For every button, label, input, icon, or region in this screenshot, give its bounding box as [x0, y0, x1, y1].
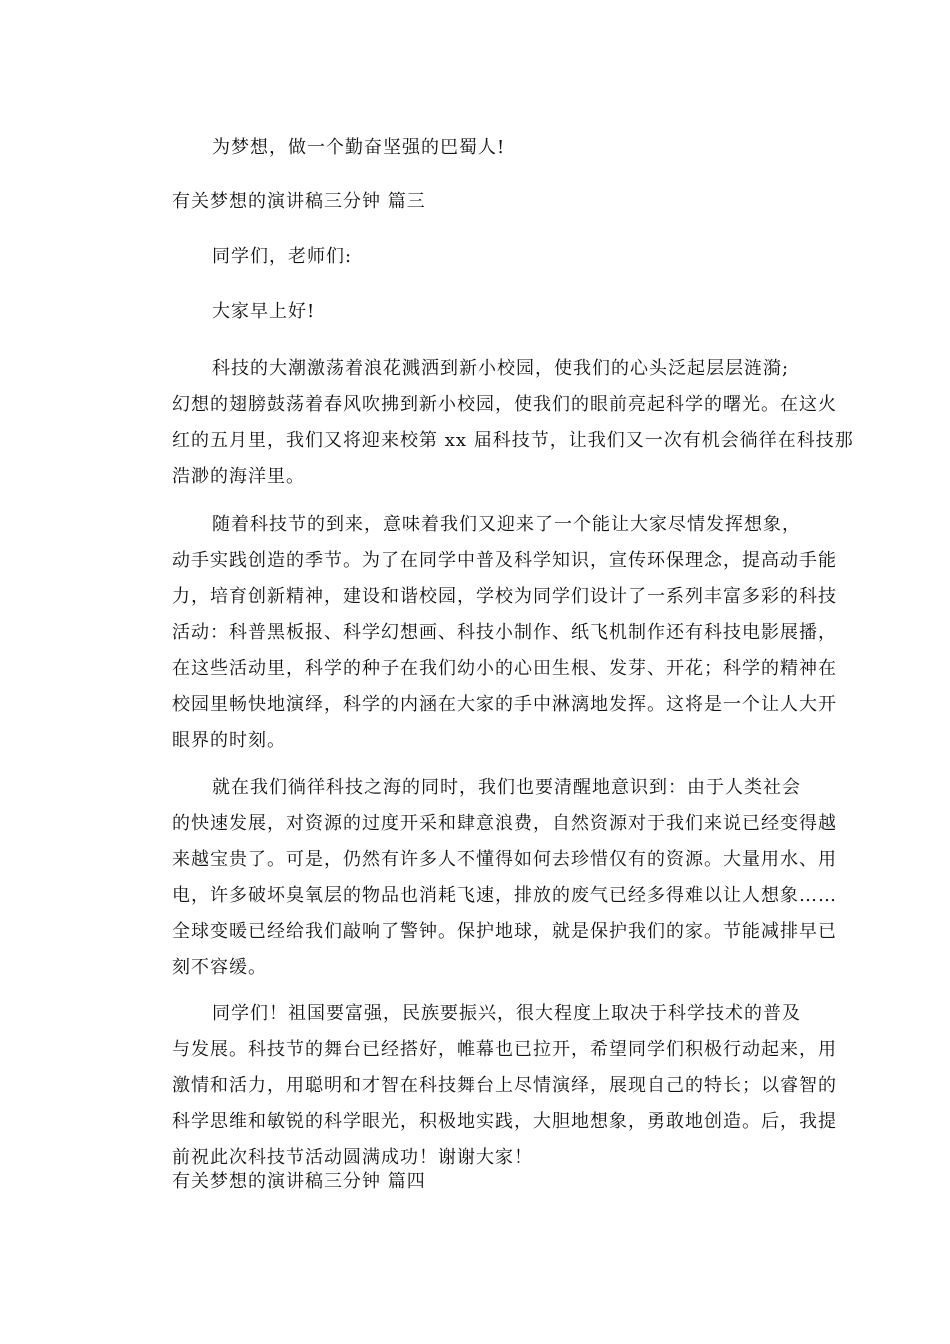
paragraph-line: 全球变暖已经给我们敲响了警钟。保护地球，就是保护我们的家。节能减排早已 — [172, 921, 837, 942]
paragraph-line: 红的五月里，我们又将迎来校第 xx 届科技节，让我们又一次有机会徜徉在科技那 — [172, 430, 854, 451]
paragraph-line: 与发展。科技节的舞台已经搭好，帷幕也已拉开，希望同学们积极行动起来，用 — [172, 1039, 837, 1060]
paragraph-line: 电，许多破坏臭氧层的物品也消耗飞速，排放的废气已经多得难以让人想象…… — [172, 885, 837, 906]
paragraph-line: 眼界的时刻。 — [172, 730, 286, 751]
paragraph-line: 来越宝贵了。可是，仍然有许多人不懂得如何去珍惜仅有的资源。大量用水、用 — [172, 849, 837, 870]
paragraph-line: 浩渺的海洋里。 — [172, 466, 305, 487]
section-title-3: 有关梦想的演讲稿三分钟 篇三 — [172, 191, 426, 212]
paragraph-line: 刻不容缓。 — [172, 957, 267, 978]
paragraph-line: 动手实践创造的季节。为了在同学中普及科学知识，宣传环保理念，提高动手能 — [172, 550, 837, 571]
paragraph-3 — [172, 770, 837, 986]
paragraph-line: 活动：科普黑板报、科学幻想画、科技小制作、纸飞机制作还有科技电影展播， — [172, 622, 837, 643]
paragraph-line: 在这些活动里，科学的种子在我们幼小的心田生根、发芽、开花；科学的精神在 — [172, 658, 837, 679]
paragraph-line: 校园里畅快地演绎，科学的内涵在大家的手中淋漓地发挥。这将是一个让人大开 — [172, 694, 837, 715]
paragraph-2 — [172, 507, 837, 759]
section-title-4: 有关梦想的演讲稿三分钟 篇四 — [172, 1171, 426, 1192]
paragraph-line: 激情和活力，用聪明和才智在科技舞台上尽情演绎，展现自己的特长；以睿智的 — [172, 1075, 837, 1096]
paragraph-line: 科技的大潮激荡着浪花溅洒到新小校园，使我们的心头泛起层层涟漪; — [212, 358, 790, 379]
paragraph-line: 的快速发展，对资源的过度开采和肆意浪费，自然资源对于我们来说已经变得越 — [172, 813, 837, 834]
paragraph-line: 就在我们徜徉科技之海的同时，我们也要清醒地意识到：由于人类社会 — [212, 777, 801, 798]
paragraph-line: 随着科技节的到来，意味着我们又迎来了一个能让大家尽情发挥想象， — [212, 514, 801, 535]
greeting-line: 同学们，老师们: — [212, 246, 353, 267]
paragraph-line: 前祝此次科技节活动圆满成功！谢谢大家！ — [172, 1147, 533, 1168]
paragraph-line: 力，培育创新精神，建设和谐校园，学校为同学们设计了一系列丰富多彩的科技 — [172, 586, 837, 607]
opening-line: 为梦想，做一个勤奋坚强的巴蜀人! — [212, 137, 506, 158]
paragraph-1 — [172, 351, 854, 495]
paragraph-line: 科学思维和敏锐的科学眼光，积极地实践，大胆地想象，勇敢地创造。后，我提 — [172, 1111, 837, 1132]
paragraph-line: 同学们！祖国要富强，民族要振兴，很大程度上取决于科学技术的普及 — [212, 1003, 801, 1024]
paragraph-4 — [172, 996, 837, 1176]
morning-greeting: 大家早上好! — [212, 301, 316, 322]
paragraph-line: 幻想的翅膀鼓荡着春风吹拂到新小校园，使我们的眼前亮起科学的曙光。在这火 — [172, 394, 837, 415]
